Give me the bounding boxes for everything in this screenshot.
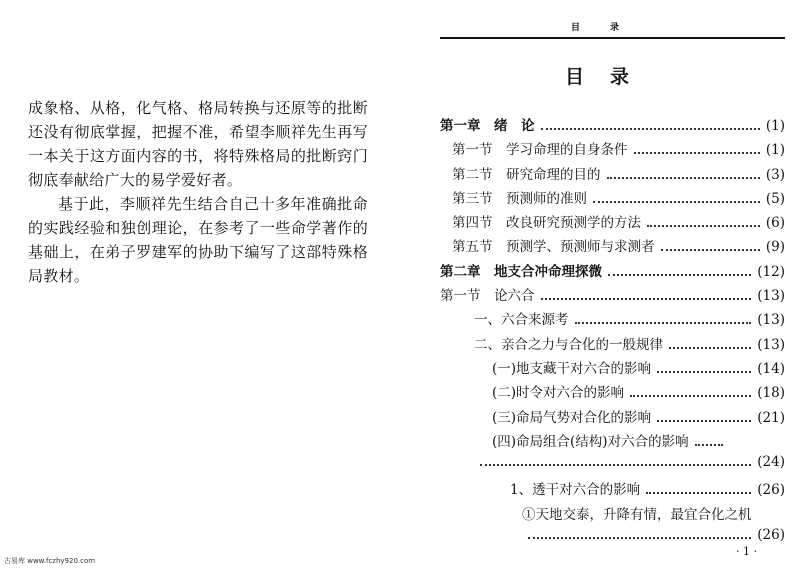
running-head: 目录 [570,23,649,33]
toc-entry-label: 二、亲合之力与合化的一般规律 [474,336,663,353]
toc-entry-page: (3) [765,166,785,183]
toc-entry-page: (13) [757,336,785,353]
leader-dots [657,371,751,373]
leader-dots [634,152,760,154]
leader-dots [607,177,760,179]
toc-entry-label: 第一章 绪 论 [440,118,535,134]
leader-dots [541,298,752,300]
toc-entry-label: 第二节 研究命理的目的 [452,166,601,183]
toc-entry[interactable] [440,260,785,284]
toc-entry-label: 第二章 地支合冲命理探微 [440,263,602,280]
toc-entry-label: (四)命局组合(结构)对六合的影响 [492,433,689,450]
leader-dots [630,395,751,397]
toc-entry-label: 1、透干对六合的影响 [510,482,641,499]
leader-dots [647,225,760,227]
leader-dots [646,492,751,494]
toc-entry-page: (26) [757,527,785,544]
toc-entry-page: (18) [757,385,785,402]
toc-entry-page: (13) [757,312,785,329]
toc-entry[interactable] [440,381,785,405]
toc-entry-page: (9) [765,239,785,256]
leader-dots [593,201,760,203]
toc-entry-page: (12) [757,263,785,280]
toc-entry-page: (1) [765,142,785,159]
toc-entry-page: (6) [765,215,785,232]
toc-entry-page: (14) [757,360,785,377]
toc-entry[interactable] [440,333,785,357]
toc-entry[interactable] [440,187,785,211]
toc-entry[interactable] [440,235,785,259]
toc-entry-label: 第四节 改良研究预测学的方法 [452,215,641,232]
toc-entry[interactable] [440,114,785,138]
toc-entry[interactable] [440,503,785,527]
toc-entry[interactable] [440,211,785,235]
toc-entry-page: (21) [757,409,785,426]
page-number: · 1 · [736,545,757,558]
toc-entry[interactable] [440,163,785,187]
left-page-text [28,96,368,288]
toc-entry-page: (24) [757,454,785,471]
toc-entry-label: 第一节 论六合 [440,288,535,305]
toc-entry-page: (13) [757,288,785,305]
toc-entry-label: 第一节 学习命理的自身条件 [452,142,628,159]
toc-entry-label: 第五节 预测学、预测师与求测者 [452,239,655,256]
right-page [400,0,793,571]
toc-entry-page: (5) [765,190,785,207]
toc-entry[interactable] [440,357,785,381]
toc-entry-label: (二)时令对六合的影响 [492,385,625,402]
leader-dots [575,322,752,324]
toc-entry-page: (26) [757,482,785,499]
paragraph-2: 基于此，李顺祥先生结合自己十多年准确批命的实践经验和独创理论，在参考了一些命学著作的基础上，在弟子罗建军的协助下编写了这部特殊格局教材。 [28,195,368,285]
paragraph-1: 成象格、从格，化气格、格局转换与还原等的批断还没有彻底掌握，把握不准，希望李顺祥先生再写一本关于这方面内容的书，将特殊格局的批断窍门彻底奉献给广大的易学爱好者。 [28,99,368,189]
toc-entry-page: (1) [765,118,785,134]
toc-entry-label: 一、六合来源考 [474,312,569,329]
toc-entry[interactable] [440,308,785,332]
toc-title: 目录 [564,66,655,88]
toc-entry-continued[interactable] [440,454,785,478]
toc-entry[interactable] [440,430,785,454]
table-of-contents [440,114,785,551]
leader-dots [541,128,760,130]
leader-dots [661,249,760,251]
leader-dots [669,347,751,349]
leader-dots [657,420,751,422]
toc-entry-label: (一)地支藏干对六合的影响 [492,360,652,377]
toc-entry-continued[interactable] [440,527,785,551]
toc-entry[interactable] [440,138,785,162]
leader-dots [528,537,751,539]
watermark-text: 古易库 www.fczhy920.com [4,557,96,565]
toc-entry-label: 第三节 预测师的准则 [452,190,587,207]
toc-entry[interactable] [440,406,785,430]
toc-entry[interactable] [440,478,785,502]
header-rule [440,37,785,39]
toc-entry-label: (三)命局气势对合化的影响 [492,409,652,426]
toc-entry[interactable] [440,284,785,308]
toc-entry-label: ①天地交泰，升降有情，最宜合化之机 [522,506,752,523]
leader-dots [480,464,751,466]
leader-dots [608,274,751,276]
leader-dots [695,444,723,446]
